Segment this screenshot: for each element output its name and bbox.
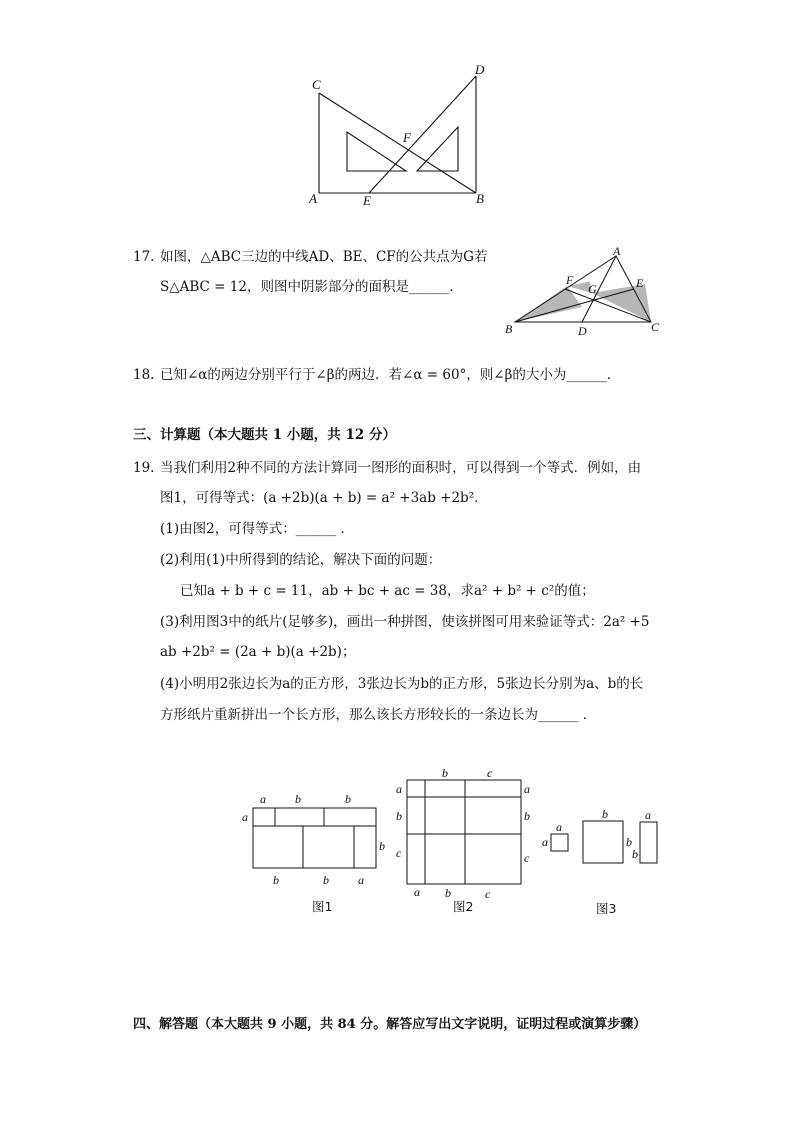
- fig3-square-a-top-label: a: [556, 820, 562, 834]
- fig3-caption: 图3: [596, 901, 617, 916]
- q19-part1: (1)由图2，可得等式：______ ．: [160, 521, 355, 537]
- fig1-caption: 图1: [312, 899, 333, 914]
- label-c: C: [312, 77, 321, 92]
- fig1-right-label: b: [379, 839, 385, 853]
- fig3-square-a: [551, 834, 568, 851]
- fig2-right-label-a: a: [524, 782, 530, 796]
- label-b: B: [476, 191, 484, 206]
- fig2-right-label-c: c: [524, 851, 530, 865]
- small-triangle-left: [347, 132, 406, 171]
- fig2-left-label-b: b: [396, 809, 402, 823]
- q17-label-d: D: [578, 324, 587, 338]
- q17-label-e: E: [636, 276, 644, 290]
- q19-part3-line1: (3)利用图3中的纸片(足够多)，画出一种拼图，使该拼图可用来验证等式：2a² +5: [160, 614, 650, 630]
- q17-number: 17.: [133, 249, 155, 265]
- fig1-top-label-1: a: [260, 792, 266, 806]
- fig1-bottom-label-2: b: [323, 873, 329, 887]
- fig1-top-label-2: b: [295, 792, 301, 806]
- fig1-bottom-label-1: b: [273, 873, 279, 887]
- fig3-rect-b-label-left: b: [626, 835, 632, 849]
- q19-figure-3: [538, 805, 668, 875]
- q17-label-c: C: [651, 320, 660, 334]
- q19-figure-2: [390, 764, 540, 904]
- top-geometry-figure: [300, 55, 500, 215]
- fig3-square-a-side-label: a: [542, 835, 548, 849]
- q19-intro-line2: 图1，可得等式：(a +2b)(a + b) = a² +3ab +2b²．: [160, 490, 488, 506]
- fig3-rect-a-label: a: [645, 808, 651, 822]
- fig2-left-label-c: c: [396, 846, 402, 860]
- fig3-rect-b-label: b: [632, 847, 638, 861]
- q19-part2-detail: 已知a + b + c = 11，ab + bc + ac = 38，求a² + b² + c²的值；: [180, 583, 595, 599]
- q17-label-b: B: [505, 322, 513, 336]
- label-f: F: [403, 130, 411, 145]
- fig1-outer-rect: [253, 808, 376, 868]
- fig2-bottom-label-b: b: [445, 886, 451, 900]
- fig3-square-b-label: b: [602, 807, 608, 821]
- fig2-top-label-c: c: [487, 766, 493, 780]
- fig2-caption: 图2: [453, 899, 474, 914]
- q17-line2: S△ABC = 12，则图中阴影部分的面积是______．: [160, 279, 463, 295]
- fig2-left-label-a: a: [396, 782, 402, 796]
- q19-part4-line2: 方形纸片重新拼出一个长方形，那么该长方形较长的一条边长为______ ．: [160, 707, 597, 723]
- q17-label-g: G: [588, 282, 597, 296]
- fig3-rect-ab: [640, 822, 657, 863]
- q19-figure-1: [238, 790, 388, 900]
- label-e: E: [363, 193, 371, 208]
- q17-label-a: A: [613, 244, 621, 258]
- fig2-bottom-label-c: c: [485, 887, 491, 901]
- fig1-top-label-3: b: [345, 792, 351, 806]
- q19-intro-line1: 当我们利用2种不同的方法计算同一图形的面积时，可以得到一个等式．例如，由: [160, 460, 642, 476]
- q19-part3-line2: ab +2b² = (2a + b)(a +2b)；: [160, 644, 356, 660]
- fig3-square-b: [583, 821, 623, 863]
- section3-title: 三、计算题（本大题共 1 小题，共 12 分）: [133, 427, 396, 443]
- q18-text: 已知∠α的两边分别平行于∠β的两边．若∠α = 60°，则∠β的大小为______．: [160, 367, 621, 383]
- q19-part2: (2)利用(1)中所得到的结论，解决下面的问题：: [160, 552, 442, 568]
- line-cb: [319, 93, 476, 193]
- q18-number: 18.: [133, 367, 155, 383]
- q17-label-f: F: [566, 273, 574, 287]
- label-a: A: [309, 191, 317, 206]
- q19-part4-line1: (4)小明用2张边长为a的正方形，3张边长为b的正方形，5张边长分别为a、b的长: [160, 676, 644, 692]
- fig1-left-label: a: [242, 810, 248, 824]
- q17-line1: 如图，△ABC三边的中线AD、BE、CF的公共点为G若: [160, 249, 488, 265]
- section4-title: 四、解答题（本大题共 9 小题，共 84 分。解答应写出文字说明，证明过程或演算步骤）: [133, 1017, 647, 1032]
- q17-median-be: [515, 289, 634, 322]
- fig2-top-label-b: b: [442, 766, 448, 780]
- fig2-bottom-label-a: a: [414, 885, 420, 899]
- label-d: D: [475, 62, 485, 77]
- fig2-outer-rect: [407, 780, 521, 884]
- q19-number: 19.: [133, 460, 155, 476]
- q17-triangle-figure: [500, 243, 670, 338]
- fig1-bottom-label-3: a: [358, 873, 364, 887]
- fig2-right-label-b: b: [524, 809, 530, 823]
